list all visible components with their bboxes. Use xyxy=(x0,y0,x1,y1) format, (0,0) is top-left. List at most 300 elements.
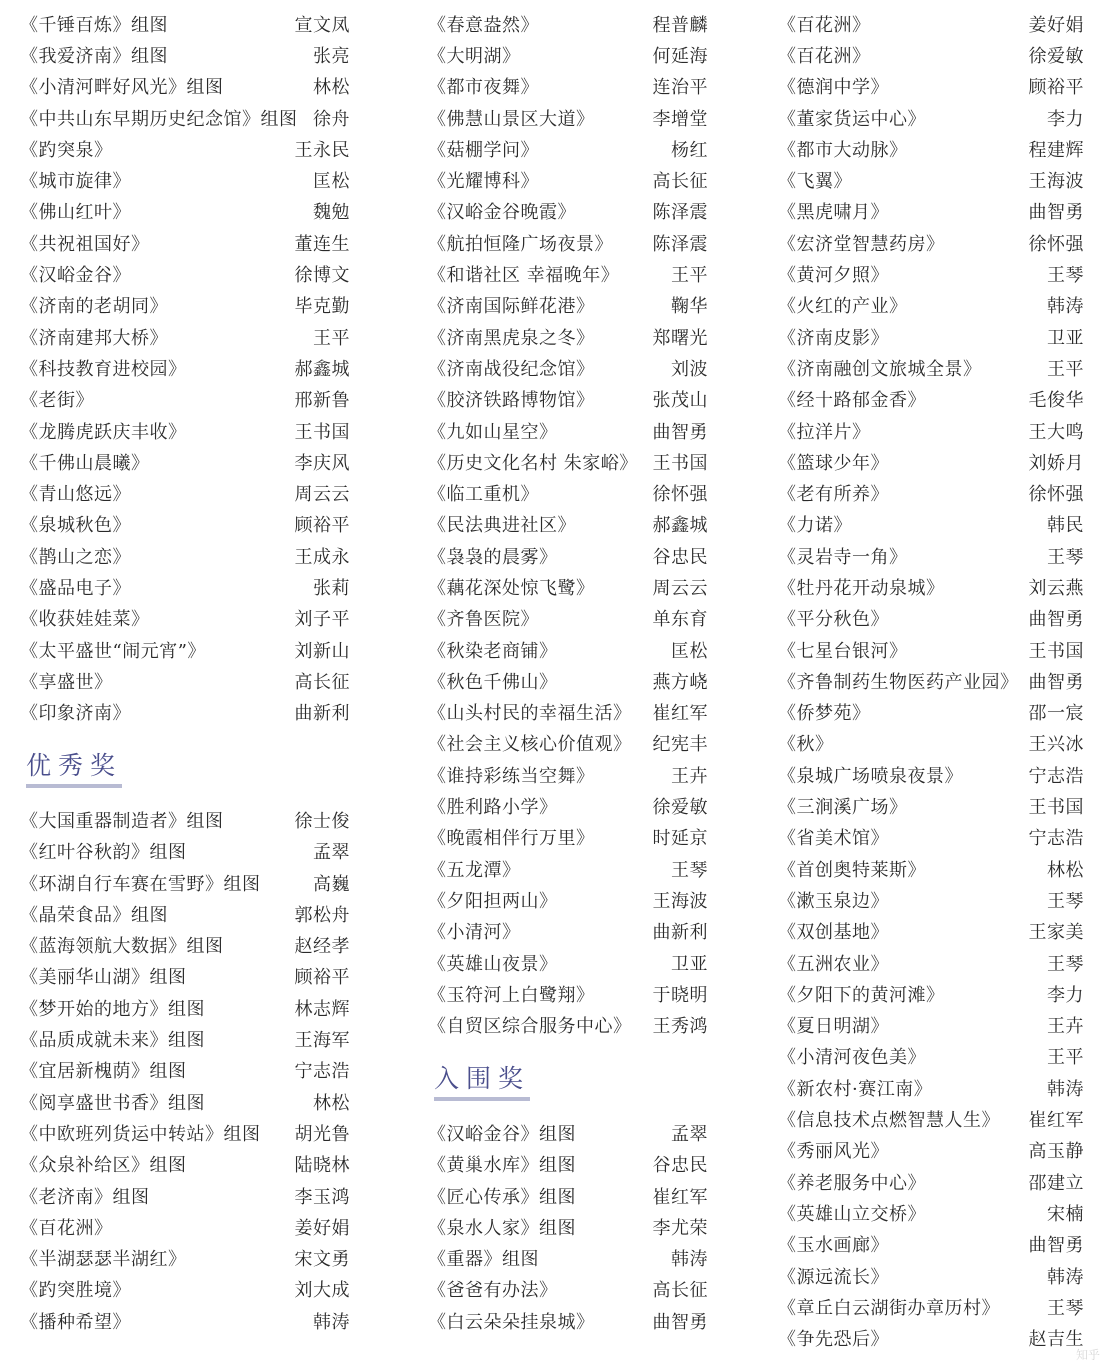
entry-title: 《红叶谷秋韵》组图 xyxy=(20,842,187,864)
entry-title: 《信息技术点燃智慧人生》 xyxy=(778,1110,1000,1132)
entry-title: 《光耀博科》 xyxy=(428,171,539,193)
entry-author: 邵建立 xyxy=(1028,1172,1084,1194)
entry-author: 刘波 xyxy=(671,358,708,380)
entry-title: 《漱玉泉边》 xyxy=(778,890,889,912)
entry-title: 《春意盎然》 xyxy=(428,14,539,36)
entry-row xyxy=(20,1180,350,1211)
entry-row xyxy=(428,1305,708,1336)
entry-row xyxy=(20,415,350,446)
entry-row xyxy=(778,853,1084,884)
entry-title: 《龙腾虎跃庆丰收》 xyxy=(20,421,187,443)
entry-author: 崔红军 xyxy=(652,1186,708,1208)
entry-row xyxy=(428,71,708,102)
entry-title: 《夏日明湖》 xyxy=(778,1016,889,1038)
entry-author: 王家美 xyxy=(1028,922,1084,944)
entry-row xyxy=(20,1023,350,1054)
entry-author: 毕克勤 xyxy=(294,296,350,318)
entry-author: 王琴 xyxy=(1047,265,1084,287)
entry-title: 《环湖自行车赛在雪野》组图 xyxy=(20,873,261,895)
entry-row xyxy=(778,1322,1084,1353)
entry-author: 匡松 xyxy=(671,640,708,662)
entry-row xyxy=(428,1274,708,1305)
entry-row xyxy=(428,822,708,853)
entry-title: 《阅享盛世书香》组图 xyxy=(20,1092,205,1114)
entry-title: 《鹊山之恋》 xyxy=(20,546,131,568)
entry-list xyxy=(428,8,708,1041)
entry-author: 孟翠 xyxy=(313,842,350,864)
entry-title: 《梦开始的地方》组图 xyxy=(20,998,205,1020)
entry-title: 《七星台银河》 xyxy=(778,640,908,662)
entry-title: 《印象济南》 xyxy=(20,703,131,725)
entry-title: 《晚霞相伴行万里》 xyxy=(428,828,595,850)
entry-title: 《飞翼》 xyxy=(778,171,852,193)
column-middle xyxy=(428,8,708,1336)
entry-row xyxy=(20,697,350,728)
entry-author: 何延海 xyxy=(652,45,708,67)
entry-title: 《蓝海领航大数据》组图 xyxy=(20,936,224,958)
entry-title: 《灵岩寺一角》 xyxy=(778,546,908,568)
entry-title: 《都市夜舞》 xyxy=(428,77,539,99)
entry-title: 《百花洲》 xyxy=(20,1217,113,1239)
entry-author: 毛俊华 xyxy=(1028,390,1084,412)
entry-title: 《百花洲》 xyxy=(778,45,871,67)
entry-row xyxy=(20,540,350,571)
entry-row xyxy=(428,853,708,884)
entry-row xyxy=(778,384,1084,415)
entry-title: 《我爱济南》组图 xyxy=(20,45,168,67)
entry-row xyxy=(778,39,1084,70)
entry-author: 杨红 xyxy=(671,139,708,161)
entry-title: 《汉峪金谷》组图 xyxy=(428,1123,576,1145)
entry-author: 徐怀强 xyxy=(1028,484,1084,506)
entry-title: 《航拍恒隆广场夜景》 xyxy=(428,233,613,255)
entry-title: 《中共山东早期历史纪念馆》组图 xyxy=(20,108,298,130)
entry-title: 《小清河》 xyxy=(428,922,521,944)
entry-author: 林松 xyxy=(313,1092,350,1114)
entry-title: 《玉符河上白鹭翔》 xyxy=(428,984,595,1006)
entry-row xyxy=(20,603,350,634)
entry-author: 陈泽震 xyxy=(652,202,708,224)
entry-author: 韩涛 xyxy=(1047,296,1084,318)
entry-title: 《百花洲》 xyxy=(778,14,871,36)
entry-row xyxy=(20,196,350,227)
entry-title: 《济南国际鲜花港》 xyxy=(428,296,595,318)
entry-title: 《趵突泉》 xyxy=(20,139,113,161)
entry-row xyxy=(20,1086,350,1117)
entry-row xyxy=(778,1166,1084,1197)
entry-row xyxy=(20,1274,350,1305)
entry-author: 林志辉 xyxy=(294,998,350,1020)
entry-row xyxy=(428,1180,708,1211)
entry-row xyxy=(20,39,350,70)
entry-row xyxy=(778,71,1084,102)
entry-author: 王书国 xyxy=(1028,797,1084,819)
entry-author: 王海波 xyxy=(652,890,708,912)
watermark: 知乎 xyxy=(1075,1348,1100,1362)
entry-author: 徐博文 xyxy=(294,265,350,287)
entry-author: 王平 xyxy=(1047,1047,1084,1069)
entry-row xyxy=(428,1117,708,1148)
entry-author: 王平 xyxy=(1047,358,1084,380)
entry-row xyxy=(20,992,350,1023)
entry-title: 《汉峪金谷晚霞》 xyxy=(428,202,576,224)
entry-author: 李庆风 xyxy=(294,452,350,474)
entry-row xyxy=(778,571,1084,602)
entry-row xyxy=(428,39,708,70)
entry-author: 刘云燕 xyxy=(1028,577,1084,599)
entry-row xyxy=(778,258,1084,289)
entry-title: 《拉洋片》 xyxy=(778,421,871,443)
entry-row xyxy=(778,102,1084,133)
entry-author: 赵吉生 xyxy=(1028,1329,1084,1351)
entry-row xyxy=(778,1229,1084,1260)
entry-author: 李力 xyxy=(1047,108,1084,130)
entry-row xyxy=(20,867,350,898)
entry-row xyxy=(428,133,708,164)
entry-row xyxy=(428,227,708,258)
entry-row xyxy=(20,102,350,133)
entry-author: 林松 xyxy=(313,77,350,99)
entry-row xyxy=(778,1291,1084,1322)
entry-title: 《老济南》组图 xyxy=(20,1186,150,1208)
entry-row xyxy=(428,790,708,821)
entry-title: 《宏济堂智慧药房》 xyxy=(778,233,945,255)
entry-row xyxy=(428,665,708,696)
entry-title: 《玉水画廊》 xyxy=(778,1235,889,1257)
entry-title: 《五洲农业》 xyxy=(778,953,889,975)
entry-author: 谷忠民 xyxy=(652,546,708,568)
entry-author: 周云云 xyxy=(294,484,350,506)
entry-author: 王琴 xyxy=(671,859,708,881)
entry-row xyxy=(778,133,1084,164)
entry-author: 王琴 xyxy=(1047,953,1084,975)
entry-title: 《千佛山晨曦》 xyxy=(20,452,150,474)
entry-author: 于晓明 xyxy=(652,984,708,1006)
entry-row xyxy=(428,446,708,477)
entry-title: 《齐鲁制药生物医药产业园》 xyxy=(778,671,1019,693)
entry-author: 单东育 xyxy=(652,609,708,631)
entry-list xyxy=(20,804,350,1336)
entry-row xyxy=(428,477,708,508)
entry-row xyxy=(20,227,350,258)
entry-title: 《自贸区综合服务中心》 xyxy=(428,1016,632,1038)
entry-author: 徐爱敏 xyxy=(1028,45,1084,67)
entry-title: 《藕花深处惊飞鹭》 xyxy=(428,577,595,599)
entry-title: 《临工重机》 xyxy=(428,484,539,506)
entry-title: 《养老服务中心》 xyxy=(778,1172,926,1194)
entry-title: 《小清河夜色美》 xyxy=(778,1047,926,1069)
entry-author: 纪宪丰 xyxy=(652,734,708,756)
entry-title: 《齐鲁医院》 xyxy=(428,609,539,631)
entry-author: 赵经孝 xyxy=(294,936,350,958)
entry-title: 《共祝祖国好》 xyxy=(20,233,150,255)
entry-title: 《济南的老胡同》 xyxy=(20,296,168,318)
entry-title: 《胜利路小学》 xyxy=(428,797,558,819)
entry-list xyxy=(428,1117,708,1336)
entry-row xyxy=(428,540,708,571)
entry-title: 《晶荣食品》组图 xyxy=(20,904,168,926)
column-right xyxy=(778,8,1084,1354)
entry-author: 郭松舟 xyxy=(294,904,350,926)
entry-title: 《菇棚学问》 xyxy=(428,139,539,161)
entry-row xyxy=(428,321,708,352)
entry-author: 王兴冰 xyxy=(1028,734,1084,756)
entry-row xyxy=(428,916,708,947)
entry-row xyxy=(20,930,350,961)
entry-title: 《太平盛世“闹元宵”》 xyxy=(20,640,206,662)
entry-author: 宋文勇 xyxy=(294,1249,350,1271)
entry-row xyxy=(20,1149,350,1180)
entry-author: 曲智勇 xyxy=(1028,671,1084,693)
entry-author: 卫亚 xyxy=(671,953,708,975)
entry-author: 魏勉 xyxy=(313,202,350,224)
entry-author: 顾裕平 xyxy=(1028,77,1084,99)
entry-title: 《谁持彩练当空舞》 xyxy=(428,765,595,787)
entry-row xyxy=(778,947,1084,978)
entry-row xyxy=(428,884,708,915)
entry-author: 崔红军 xyxy=(1028,1110,1084,1132)
entry-row xyxy=(428,603,708,634)
entry-author: 李玉鸿 xyxy=(294,1186,350,1208)
entry-title: 《三涧溪广场》 xyxy=(778,797,908,819)
entry-title: 《德润中学》 xyxy=(778,77,889,99)
entry-author: 高玉静 xyxy=(1028,1141,1084,1163)
entry-row xyxy=(778,634,1084,665)
entry-author: 曲智勇 xyxy=(652,1311,708,1333)
entry-row xyxy=(20,290,350,321)
entry-row xyxy=(778,352,1084,383)
entry-author: 王书国 xyxy=(1028,640,1084,662)
entry-row xyxy=(778,790,1084,821)
entry-author: 韩涛 xyxy=(1047,1266,1084,1288)
entry-row xyxy=(778,540,1084,571)
entry-title: 《山头村民的幸福生活》 xyxy=(428,703,632,725)
entry-author: 韩涛 xyxy=(313,1311,350,1333)
entry-list xyxy=(20,8,350,728)
entry-author: 李力 xyxy=(1047,984,1084,1006)
entry-author: 林松 xyxy=(1047,859,1084,881)
entry-author: 邢新鲁 xyxy=(294,390,350,412)
entry-title: 《夕阳下的黄河滩》 xyxy=(778,984,945,1006)
entry-title: 《济南皮影》 xyxy=(778,327,889,349)
entry-title: 《牡丹花开动泉城》 xyxy=(778,577,945,599)
entry-title: 《省美术馆》 xyxy=(778,828,889,850)
entry-row xyxy=(428,352,708,383)
entry-author: 宁志浩 xyxy=(294,1061,350,1083)
entry-author: 王卉 xyxy=(671,765,708,787)
entry-author: 宋楠 xyxy=(1047,1203,1084,1225)
entry-row xyxy=(428,1149,708,1180)
entry-title: 《大国重器制造者》组图 xyxy=(20,810,224,832)
entry-row xyxy=(20,961,350,992)
entry-title: 《袅袅的晨雾》 xyxy=(428,546,558,568)
entry-title: 《播种希望》 xyxy=(20,1311,131,1333)
entry-title: 《夕阳担两山》 xyxy=(428,890,558,912)
entry-author: 姜好娟 xyxy=(294,1217,350,1239)
entry-author: 郑曙光 xyxy=(652,327,708,349)
entry-author: 鞠华 xyxy=(671,296,708,318)
entry-row xyxy=(20,1305,350,1336)
entry-title: 《黄河夕照》 xyxy=(778,265,889,287)
entry-title: 《平分秋色》 xyxy=(778,609,889,631)
entry-row xyxy=(778,978,1084,1009)
entry-row xyxy=(778,446,1084,477)
entry-author: 姜好娟 xyxy=(1028,14,1084,36)
entry-row xyxy=(428,384,708,415)
entry-row xyxy=(428,978,708,1009)
entry-author: 高长征 xyxy=(294,671,350,693)
entry-row xyxy=(20,898,350,929)
entry-title: 《科技教育进校园》 xyxy=(20,358,187,380)
entry-author: 曲智勇 xyxy=(1028,1235,1084,1257)
entry-author: 连治平 xyxy=(652,77,708,99)
entry-row xyxy=(778,196,1084,227)
section-heading-finalist-award: 入围奖 xyxy=(434,1063,530,1102)
entry-author: 刘新山 xyxy=(294,640,350,662)
entry-author: 董连生 xyxy=(294,233,350,255)
entry-title: 《爸爸有办法》 xyxy=(428,1280,558,1302)
entry-row xyxy=(778,1072,1084,1103)
entry-title: 《白云朵朵挂泉城》 xyxy=(428,1311,595,1333)
entry-author: 程建辉 xyxy=(1028,139,1084,161)
entry-title: 《老街》 xyxy=(20,390,94,412)
entry-row xyxy=(778,164,1084,195)
entry-title: 《社会主义核心价值观》 xyxy=(428,734,632,756)
entry-author: 张莉 xyxy=(313,577,350,599)
entry-row xyxy=(428,759,708,790)
entry-title: 《济南融创文旅城全景》 xyxy=(778,358,982,380)
entry-row xyxy=(778,477,1084,508)
entry-row xyxy=(778,759,1084,790)
entry-title: 《力诺》 xyxy=(778,515,852,537)
entry-title: 《章丘白云湖街办章历村》 xyxy=(778,1297,1000,1319)
entry-author: 韩民 xyxy=(1047,515,1084,537)
entry-title: 《千锤百炼》组图 xyxy=(20,14,168,36)
entry-author: 顾裕平 xyxy=(294,967,350,989)
entry-author: 程普麟 xyxy=(652,14,708,36)
entry-row xyxy=(428,164,708,195)
entry-row xyxy=(778,1135,1084,1166)
entry-author: 曲智勇 xyxy=(652,421,708,443)
entry-row xyxy=(20,804,350,835)
entry-title: 《和谐社区 幸福晚年》 xyxy=(428,265,620,287)
entry-author: 卫亚 xyxy=(1047,327,1084,349)
entry-title: 《篮球少年》 xyxy=(778,452,889,474)
entry-author: 刘娇月 xyxy=(1028,452,1084,474)
entry-row xyxy=(20,446,350,477)
entry-row xyxy=(428,290,708,321)
entry-row xyxy=(778,415,1084,446)
entry-row xyxy=(778,822,1084,853)
entry-title: 《老有所养》 xyxy=(778,484,889,506)
entry-row xyxy=(778,728,1084,759)
entry-row xyxy=(428,102,708,133)
entry-title: 《英雄山立交桥》 xyxy=(778,1203,926,1225)
entry-title: 《秀丽风光》 xyxy=(778,1141,889,1163)
entry-row xyxy=(778,603,1084,634)
entry-author: 刘大成 xyxy=(294,1280,350,1302)
entry-author: 王琴 xyxy=(1047,890,1084,912)
entry-title: 《秋色千佛山》 xyxy=(428,671,558,693)
entry-list xyxy=(778,8,1084,1354)
entry-author: 徐怀强 xyxy=(652,484,708,506)
entry-author: 王永民 xyxy=(294,139,350,161)
entry-author: 徐怀强 xyxy=(1028,233,1084,255)
entry-author: 王海军 xyxy=(294,1030,350,1052)
entry-row xyxy=(428,634,708,665)
entry-author: 崔红军 xyxy=(652,703,708,725)
entry-author: 徐舟 xyxy=(313,108,350,130)
entry-author: 曲智勇 xyxy=(1028,609,1084,631)
entry-author: 郝鑫城 xyxy=(652,515,708,537)
entry-row xyxy=(778,1041,1084,1072)
entry-author: 高长征 xyxy=(652,171,708,193)
entry-title: 《秋》 xyxy=(778,734,834,756)
column-left xyxy=(20,8,350,1336)
entry-title: 《历史文化名村 朱家峪》 xyxy=(428,452,638,474)
entry-title: 《匠心传承》组图 xyxy=(428,1186,576,1208)
entry-author: 曲新利 xyxy=(652,922,708,944)
entry-author: 王大鸣 xyxy=(1028,421,1084,443)
entry-row xyxy=(428,8,708,39)
entry-title: 《小清河畔好风光》组图 xyxy=(20,77,224,99)
entry-author: 张亮 xyxy=(313,45,350,67)
entry-title: 《泉城广场喷泉夜景》 xyxy=(778,765,963,787)
entry-row xyxy=(428,415,708,446)
entry-row xyxy=(778,1010,1084,1041)
entry-title: 《火红的产业》 xyxy=(778,296,908,318)
entry-title: 《民法典进社区》 xyxy=(428,515,576,537)
entry-title: 《城市旋律》 xyxy=(20,171,131,193)
entry-title: 《收获娃娃菜》 xyxy=(20,609,150,631)
entry-row xyxy=(778,8,1084,39)
entry-author: 郝鑫城 xyxy=(294,358,350,380)
entry-author: 王成永 xyxy=(294,546,350,568)
entry-row xyxy=(778,916,1084,947)
entry-title: 《享盛世》 xyxy=(20,671,113,693)
entry-author: 曲智勇 xyxy=(1028,202,1084,224)
entry-title: 《趵突胜境》 xyxy=(20,1280,131,1302)
entry-row xyxy=(20,352,350,383)
entry-row xyxy=(20,1211,350,1242)
entry-author: 徐爱敏 xyxy=(652,797,708,819)
entry-row xyxy=(20,1242,350,1273)
entry-title: 《济南黑虎泉之冬》 xyxy=(428,327,595,349)
entry-row xyxy=(20,71,350,102)
entry-title: 《汉峪金谷》 xyxy=(20,265,131,287)
entry-author: 徐士俊 xyxy=(294,810,350,832)
entry-title: 《双创基地》 xyxy=(778,922,889,944)
entry-author: 王琴 xyxy=(1047,546,1084,568)
entry-row xyxy=(778,665,1084,696)
entry-row xyxy=(778,697,1084,728)
entry-title: 《大明湖》 xyxy=(428,45,521,67)
entry-row xyxy=(20,477,350,508)
entry-title: 《经十路郁金香》 xyxy=(778,390,926,412)
entry-title: 《五龙潭》 xyxy=(428,859,521,881)
entry-title: 《侨梦苑》 xyxy=(778,703,871,725)
entry-title: 《济南建邦大桥》 xyxy=(20,327,168,349)
entry-title: 《佛山红叶》 xyxy=(20,202,131,224)
entry-author: 高巍 xyxy=(313,873,350,895)
entry-author: 刘子平 xyxy=(294,609,350,631)
entry-author: 匡松 xyxy=(313,171,350,193)
entry-title: 《新农村·赛江南》 xyxy=(778,1078,933,1100)
entry-row xyxy=(428,1010,708,1041)
entry-row xyxy=(778,1260,1084,1291)
entry-author: 李尤荣 xyxy=(652,1217,708,1239)
entry-row xyxy=(428,1242,708,1273)
